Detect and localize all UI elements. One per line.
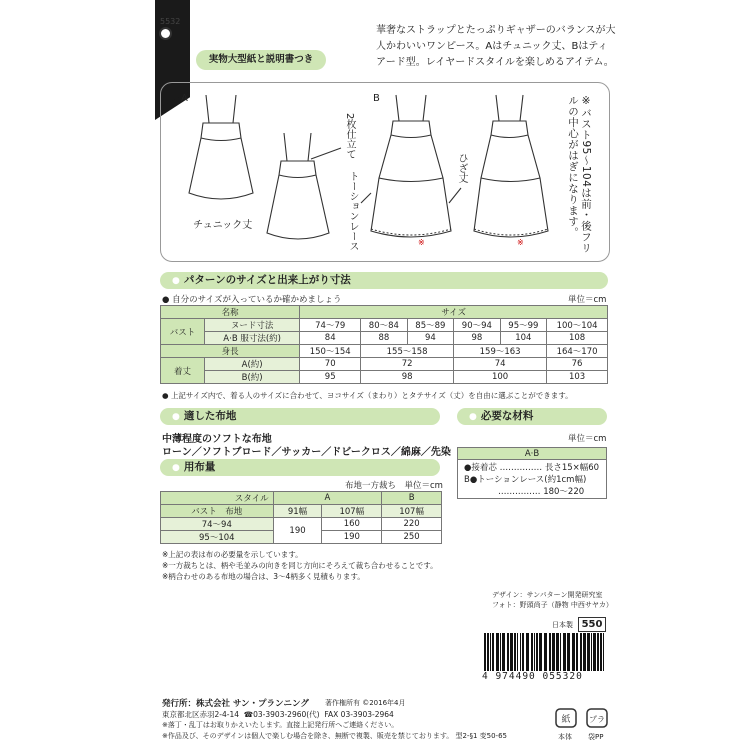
barcode-bar [597, 633, 599, 671]
price-box: 550 [578, 617, 606, 632]
cell: 98 [361, 371, 454, 384]
barcode-bar [576, 633, 578, 671]
td-height: 身長 [161, 345, 300, 358]
cell: 108 [547, 332, 608, 345]
materials-box [457, 447, 607, 499]
barcode-bar [580, 633, 582, 671]
cell: 85〜89 [407, 319, 454, 332]
td-w107: 107幅 [322, 505, 382, 518]
barcode-bar [593, 633, 596, 671]
cell: 84 [300, 332, 361, 345]
barcode-bar [526, 633, 529, 671]
fabric-line2: ローン／ソフトブロード／サッカー／ドビークロス／綿麻／先染 [162, 447, 451, 458]
usage-note2: ※一方裁ちとは、柄や毛並みの向きを同じ方向にそろえて裁ち合わせることです。 [162, 561, 438, 570]
barcode-bar [514, 633, 516, 671]
label-b: B [373, 93, 380, 104]
materials-row2: B●トーションレース(約1cm幅) [464, 475, 587, 485]
barcode-bar [502, 633, 505, 671]
td-r2: 95〜104 [161, 531, 274, 544]
cell: 90〜94 [454, 319, 501, 332]
td-col-a: A [273, 492, 382, 505]
barcode-bar [572, 633, 575, 671]
td-w91: 91幅 [273, 505, 322, 518]
td-bust: バスト [161, 319, 205, 345]
tunic-label: チュニック丈 [193, 220, 253, 231]
barcode-number: 4 974490 055320 [482, 671, 583, 682]
paper-recycle-icon [553, 707, 579, 731]
fabric-line1: 中薄程度のソフトな布地 [162, 434, 272, 445]
barcode-bar [517, 633, 518, 671]
cell: 74〜79 [300, 319, 361, 332]
td-a: A(約) [205, 358, 300, 371]
cell: 70 [300, 358, 361, 371]
cell: 159〜163 [454, 345, 547, 358]
barcode-bar [560, 633, 561, 671]
lace-label: トーションレース [347, 171, 358, 251]
barcode-bar [536, 633, 538, 671]
cell: 104 [500, 332, 547, 345]
usage-table [160, 491, 442, 544]
footer-line3: ※作品及び、そのデザインは個人で楽しむ場合を除き、無断で複製、販売を禁じております。 型2-§1 变50-65 [162, 732, 507, 740]
td-finished: A·B 服寸法(約) [205, 332, 300, 345]
barcode-bar [552, 633, 555, 671]
barcode-bar [567, 633, 570, 671]
barcode-bar [583, 633, 586, 671]
usage-header: ● 用布量 [160, 459, 440, 476]
barcode-bar [510, 633, 513, 671]
barcode-bar [587, 633, 590, 671]
td-nude: ヌード寸法 [205, 319, 300, 332]
barcode-bar [522, 633, 524, 671]
paper-label: 本体 [558, 733, 572, 741]
svg-text:プラ: プラ [589, 715, 605, 724]
td-w107b: 107幅 [382, 505, 442, 518]
dress-illustrations [161, 83, 611, 263]
barcode-bar [496, 633, 499, 671]
cell: 72 [361, 358, 454, 371]
cell: 88 [361, 332, 408, 345]
usage-note3: ※柄合わせのある布地の場合は、3〜4柄多く見積もります。 [162, 572, 365, 581]
cell: 103 [547, 371, 608, 384]
cell: 164〜170 [547, 345, 608, 358]
barcode-bar [492, 633, 494, 671]
credit-design: デザイン：サンパターン開発研究室 [492, 591, 603, 599]
size-table [160, 305, 608, 384]
barcode-bar [591, 633, 592, 671]
label-a: A [181, 93, 188, 104]
cell: 100〜104 [547, 319, 608, 332]
materials-head: A·B [458, 448, 606, 460]
cell: 94 [407, 332, 454, 345]
cell: 100 [454, 371, 547, 384]
sizes-note: ● 上記サイズ内で、着る人のサイズに合わせて、ヨコサイズ（まわり）とタテサイズ（丈）を自由に選ぶことができます。 [162, 391, 573, 400]
barcode-bar [484, 633, 486, 671]
hang-hole-icon [159, 27, 172, 40]
sizes-sub: ● 自分のサイズが入っているか確かめましょう [162, 295, 342, 305]
td-bust-cloth: バスト 布地 [161, 505, 274, 518]
td-r1: 74〜94 [161, 518, 274, 531]
copyright: 著作権所有 ©2016年4月 [325, 699, 406, 707]
mark-b: ※ [517, 238, 524, 247]
intro-text: 華奢なストラップとたっぷりギャザーのバランスが大人かわいいワンピース。Aはチュニック丈、Bはティアード型。レイヤードスタイルを楽しめるアイテム。 [376, 25, 616, 68]
address: 東京都北区赤羽2-4-14 ☎03-3903-2960(代) FAX 03-3903-2964 [162, 710, 394, 719]
materials-row3: …………… 180〜220 [498, 487, 585, 497]
barcode-bar [539, 633, 542, 671]
usage-unit: 布地一方裁ち 単位＝cm [345, 481, 443, 491]
th-name: 名称 [161, 306, 300, 319]
cell: 76 [547, 358, 608, 371]
plastic-recycle-icon [584, 707, 610, 731]
barcode-bar [487, 633, 489, 671]
td-b: B(約) [205, 371, 300, 384]
knee-label: ひざ丈 [456, 153, 467, 183]
cut-note: 切り取ってそのまま使える [202, 38, 298, 47]
cell: 190 [322, 531, 382, 544]
usage-note1: ※上記の表は布の必要量を示しています。 [162, 550, 303, 559]
cell: 190 [273, 518, 322, 544]
svg-text:紙: 紙 [561, 715, 571, 725]
barcode-bar [500, 633, 501, 671]
pattern-badge: 実物大型紙と説明書つき [196, 50, 326, 70]
cell: 74 [454, 358, 547, 371]
td-col-b: B [382, 492, 442, 505]
cell: 160 [322, 518, 382, 531]
barcode-graphic [480, 633, 608, 671]
materials-unit: 単位＝cm [568, 434, 607, 444]
barcode-bar [549, 633, 551, 671]
barcode-bar [563, 633, 566, 671]
bag-label: 袋PP [588, 733, 604, 741]
barcode-bar [507, 633, 509, 671]
mark-a: ※ [418, 238, 425, 247]
materials-row1: ●接着芯 …………… 長さ15×幅60 [464, 463, 600, 473]
cell: 98 [454, 332, 501, 345]
publisher: 発行所：株式会社 サン・プランニング [162, 699, 309, 709]
illustration-box [160, 82, 610, 262]
pattern-code: 5532 [160, 17, 181, 26]
made-in: 日本製 [552, 621, 573, 629]
scissors-icon: ✂ [298, 33, 309, 47]
barcode-bar [490, 633, 491, 671]
two-layer-label: 2枚仕立て [344, 113, 355, 160]
barcode-bar [531, 633, 533, 671]
cell: 220 [382, 518, 442, 531]
cell: 80〜84 [361, 319, 408, 332]
materials-header: ● 必要な材料 [457, 408, 607, 425]
barcode-bar [520, 633, 521, 671]
credit-photo: フォト：野頭尚子（静物 中西サヤカ） [492, 601, 613, 609]
barcode-bar [534, 633, 535, 671]
cell: 95 [300, 371, 361, 384]
barcode-bar [600, 633, 602, 671]
barcode-bar [556, 633, 559, 671]
cell: 155〜158 [361, 345, 454, 358]
barcode-bar [544, 633, 547, 671]
th-size: サイズ [300, 306, 608, 319]
sizes-header: ● パターンのサイズと出来上がり寸法 [160, 272, 608, 289]
cell: 150〜154 [300, 345, 361, 358]
cell: 95〜99 [500, 319, 547, 332]
fabric-header: ● 適した布地 [160, 408, 440, 425]
td-length: 着丈 [161, 358, 205, 384]
cell: 250 [382, 531, 442, 544]
td-style: スタイル [161, 492, 274, 505]
size-note: ※バスト95〜104は前・後フリルの中心がはぎになります。 [567, 95, 592, 254]
footer-line2: ※落丁・乱丁はお取りかえいたします。直接上記発行所へご連絡ください。 [162, 721, 399, 729]
barcode-bar [603, 633, 604, 671]
sizes-unit: 単位＝cm [568, 295, 607, 305]
